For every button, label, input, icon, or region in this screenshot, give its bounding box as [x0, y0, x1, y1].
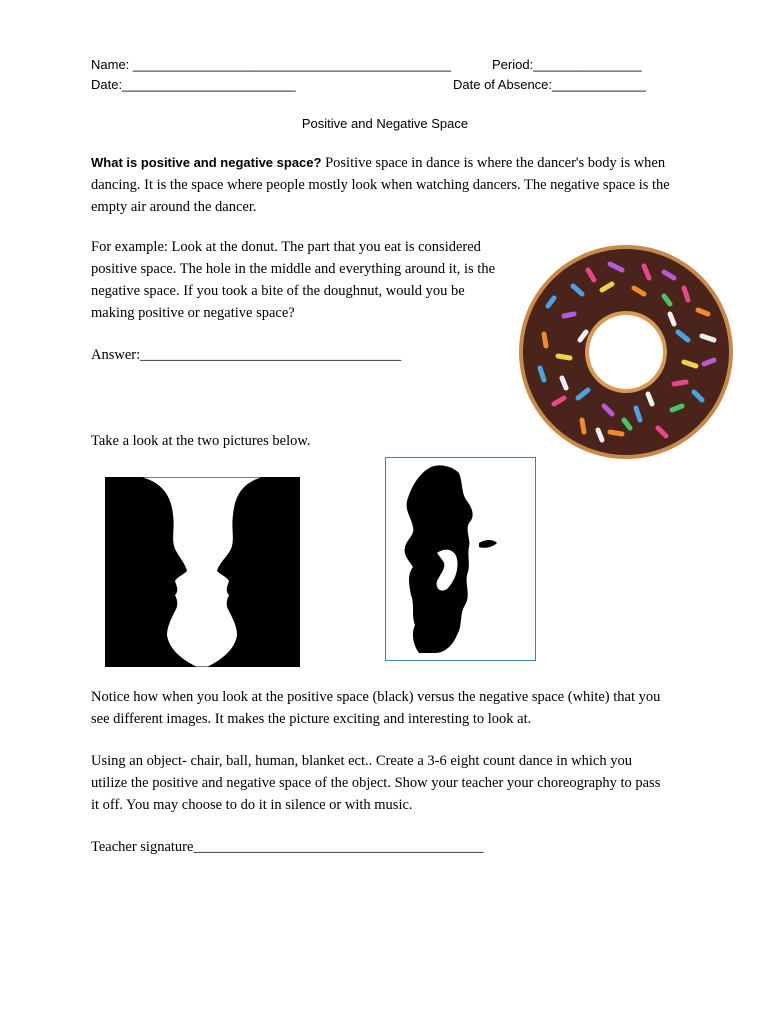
assignment-paragraph: Using an object- chair, ball, human, blanket ect.. Create a 3-6 eight count dance in which you utilize the positive and negative space of the object. Show your teacher your choreography to pass it off. You may choose to do it in silence or with music. [91, 753, 661, 813]
faces-vase-image [105, 477, 300, 667]
intro-question: What is positive and negative space? [91, 155, 322, 170]
teacher-signature-line[interactable]: Teacher signature________________________________________ [91, 839, 484, 855]
notice-paragraph: Notice how when you look at the positive space (black) versus the negative space (white) that you see different images. It makes the picture exciting and interesting to look at. [91, 689, 661, 727]
name-field[interactable]: Name: ____________________________________________ [91, 57, 452, 72]
page-title: Positive and Negative Space [301, 116, 469, 131]
instruction-look: Take a look at the two pictures below. [91, 433, 311, 449]
intro-text: Positive space in dance is where the dancer's body is when dancing. It is the space where people mostly look when watching dancers. The negative space is the empty air around the dancer. [91, 155, 670, 215]
intro-paragraph [91, 152, 671, 218]
answer-line[interactable]: Answer:____________________________________ [91, 347, 402, 363]
saxophone-player-image [385, 457, 536, 661]
example-paragraph: For example: Look at the donut. The part that you eat is considered positive space. The hole in the middle and everything around it, is the negative space. If you took a bite of the doughnut, would you be making positive or negative space? [91, 239, 496, 321]
date-of-absence-field[interactable]: Date of Absence:_____________ [453, 77, 647, 92]
date-field[interactable]: Date:________________________ [91, 77, 296, 92]
period-field[interactable]: Period:_______________ [492, 57, 642, 72]
donut-image [518, 244, 734, 460]
